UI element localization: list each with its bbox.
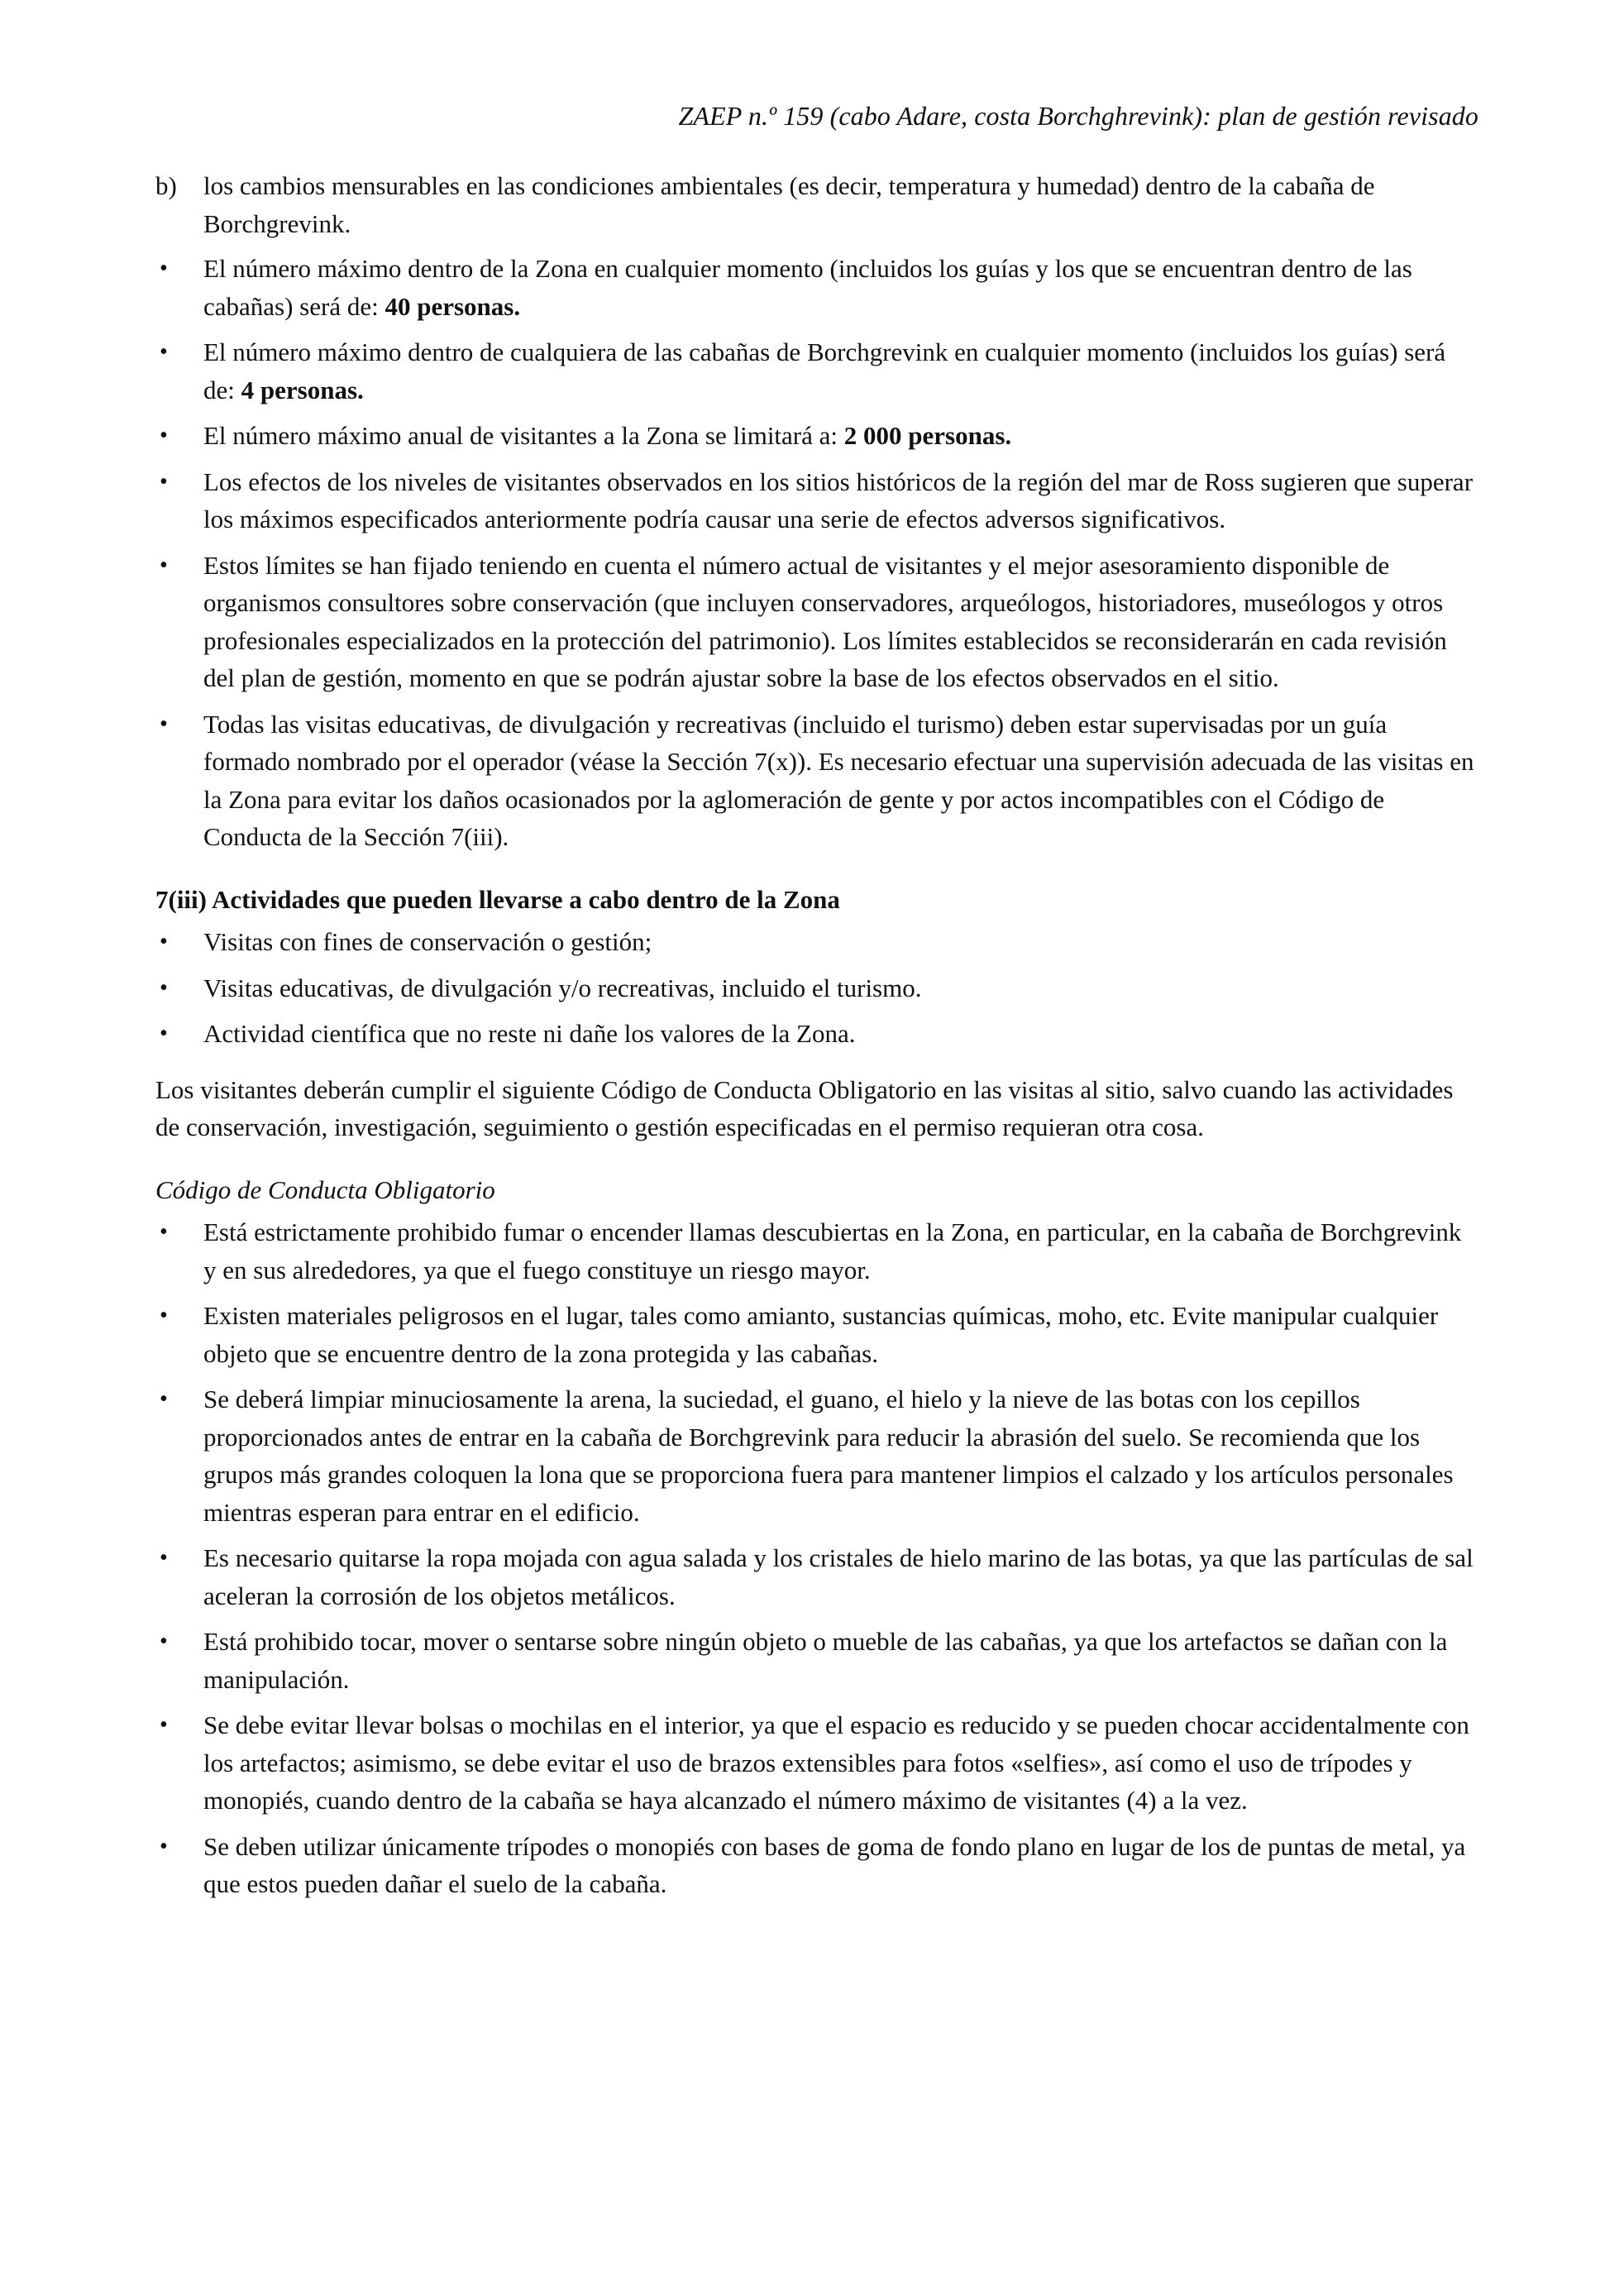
bullet-icon: •	[160, 1833, 168, 1859]
bullet-icon: •	[160, 710, 168, 737]
bullet-icon: •	[160, 929, 168, 954]
conduct-rule	[155, 1297, 1478, 1372]
limit-item	[155, 417, 1478, 455]
body-paragraph: Los visitantes deberán cumplir el siguiente Código de Conducta Obligatorio en las visitas al sitio, salvo cuando las actividades de conservación, investigación, seguimiento o gestión especificadas en el permiso requieran otra cosa.	[155, 1074, 1454, 1141]
subsection-heading: Código de Conducta Obligatorio	[155, 1174, 495, 1204]
list-item-text: los cambios mensurables en las condiciones ambientales (es decir, temperatura y humedad) dentro de la cabaña de Borchgrevink.	[203, 171, 1375, 238]
bullet-icon: •	[160, 1219, 168, 1245]
limit-item	[155, 333, 1478, 409]
activity-item	[155, 1015, 1478, 1053]
activity-text: Actividad científica que no reste ni dañe los valores de la Zona.	[203, 1019, 856, 1048]
limit-text: Los efectos de los niveles de visitantes observados en los sitios históricos de la región del mar de Ross sugieren que superar los máximos especificados anteriormente podría causar una serie de efectos adversos significativos.	[203, 466, 1474, 533]
bullet-icon: •	[160, 468, 168, 495]
limit-item	[155, 463, 1478, 538]
section-heading: 7(iii) Actividades que pueden llevarse a cabo dentro de la Zona	[155, 884, 840, 914]
conduct-rule-text: Se debe evitar llevar bolsas o mochilas en el interior, ya que el espacio es reducido y se pueden chocar accidentalmente con los artefactos; asimismo, se debe evitar el uso de brazos extensibles para fotos «selfies», así como el uso de trípodes y monopiés, cuando dentro de la cabaña se haya alcanzado el número máximo de visitantes (4) a la vez.	[203, 1710, 1469, 1815]
page-content	[155, 167, 1478, 1911]
bullet-icon: •	[160, 339, 168, 365]
activity-text: Visitas con fines de conservación o gestión;	[203, 927, 652, 956]
limit-value: 40 personas.	[385, 291, 521, 321]
conduct-rule-text: Existen materiales peligrosos en el lugar, tales como amianto, sustancias químicas, moho, etc. Evite manipular cualquier objeto que se encuentre dentro de la zona protegida y las cabañas.	[203, 1301, 1439, 1368]
conduct-rule-text: Se deberá limpiar minuciosamente la arena, la suciedad, el guano, el hielo y la nieve de las botas con los cepillos proporcionados antes de entrar en la cabaña de Borchgrevink para reducir la abrasión del suelo. Se recomienda que los grupos más grandes coloquen la lona que se proporciona fuera para mantener limpios el calzado y los artículos personales mientras esperan para entrar en el edificio.	[203, 1385, 1454, 1527]
conduct-rule-text: Está estrictamente prohibido fumar o encender llamas descubiertas en la Zona, en particular, en la cabaña de Borchgrevink y en sus alrededores, ya que el fuego constituye un riesgo mayor.	[203, 1217, 1462, 1284]
conduct-rule-text: Está prohibido tocar, mover o sentarse sobre ningún objeto o mueble de las cabañas, ya que los artefactos se dañan con la manipulación.	[203, 1627, 1448, 1694]
limit-value: 2 000 personas.	[843, 421, 1012, 450]
conduct-rule-text: Se deben utilizar únicamente trípodes o monopiés con bases de goma de fondo plano en lugar de los de puntas de metal, ya que estos pueden dañar el suelo de la cabaña.	[203, 1831, 1466, 1898]
conduct-rule	[155, 1213, 1478, 1289]
activity-item	[155, 923, 1478, 961]
bullet-icon: •	[160, 1386, 168, 1412]
bullet-icon: •	[160, 1629, 168, 1654]
limit-text: El número máximo dentro de cualquiera de las cabañas de Borchgrevink en cualquier momento (incluidos los guías) será de:	[203, 337, 1446, 404]
conduct-rule	[155, 1380, 1478, 1531]
conduct-rule	[155, 1828, 1478, 1903]
bullet-icon: •	[160, 1712, 168, 1738]
activity-item	[155, 969, 1478, 1007]
bullet-icon: •	[160, 974, 168, 1001]
limit-value: 4 personas.	[241, 375, 364, 404]
limit-item	[155, 547, 1478, 697]
limit-text: Todas las visitas educativas, de divulgación y recreativas (incluido el turismo) deben estar supervisadas por un guía formado nombrado por el operador (véase la Sección 7(x)). Es necesario efectuar una supervisión adecuada de las visitas en la Zona para evitar los daños ocasionados por la aglomeración de gente y por actos incompatibles con el Código de Conducta de la Sección 7(iii).	[203, 709, 1474, 851]
conduct-rule	[155, 1539, 1478, 1614]
running-header: ZAEP n.º 159 (cabo Adare, costa Borchghrevink): plan de gestión revisado	[678, 101, 1478, 131]
bullet-icon: •	[160, 1021, 168, 1046]
limit-text: El número máximo dentro de la Zona en cualquier momento (incluidos los guías y los que se encuentran dentro de las cabañas) será de:	[203, 254, 1412, 321]
bullet-icon: •	[160, 1545, 168, 1571]
list-continuation-item	[155, 167, 1478, 242]
conduct-rule	[155, 1623, 1478, 1698]
bullet-icon: •	[160, 1303, 168, 1328]
list-marker: b)	[155, 171, 177, 200]
limit-text: Estos límites se han fijado teniendo en cuenta el número actual de visitantes y el mejor asesoramiento disponible de organismos consultores sobre conservación (que incluyen conservadores, arqueólogos, historiadores, museólogos y otros profesionales especializados en la protección del patrimonio). Los límites establecidos se reconsiderarán en cada revisión del plan de gestión, momento en que se podrán ajustar sobre la base de los efectos observados en el sitio.	[203, 550, 1447, 692]
conduct-rule-text: Es necesario quitarse la ropa mojada con agua salada y los cristales de hielo marino de las botas, ya que las partículas de sal aceleran la corrosión de los objetos metálicos.	[203, 1543, 1474, 1610]
bullet-icon: •	[160, 256, 168, 281]
conduct-rule	[155, 1706, 1478, 1820]
limit-text: El número máximo anual de visitantes a la Zona se limitará a:	[203, 421, 844, 450]
bullet-icon: •	[160, 552, 168, 578]
limit-item	[155, 250, 1478, 325]
activity-text: Visitas educativas, de divulgación y/o recreativas, incluido el turismo.	[203, 973, 922, 1002]
limit-item	[155, 706, 1478, 856]
bullet-icon: •	[160, 423, 168, 448]
